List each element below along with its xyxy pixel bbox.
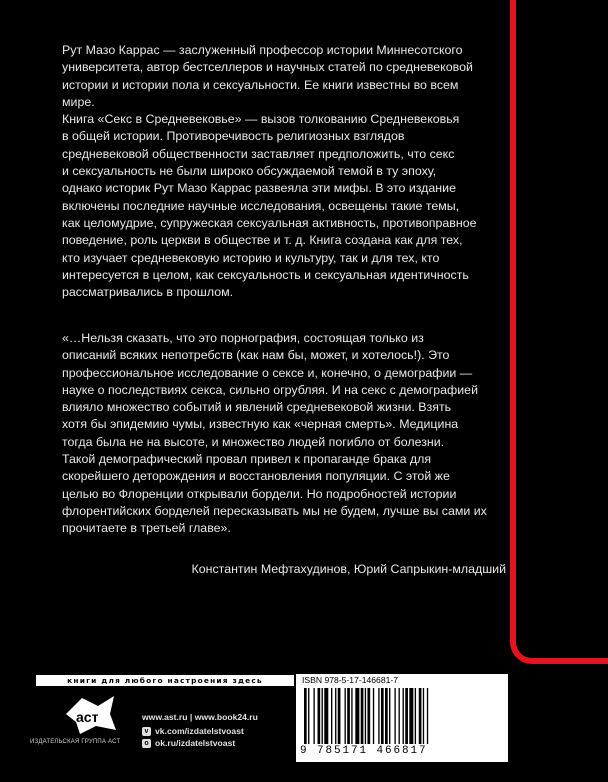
review-quote — [62, 330, 506, 538]
isbn-number: ISBN 978-5-17-146681-7 — [302, 675, 399, 685]
publisher-links — [142, 709, 258, 749]
quote-line: тогда была не на высоте, и множество людей погибло от болезни. — [62, 434, 445, 449]
description-text — [62, 42, 506, 301]
description-line: Рут Мазо Каррас — заслуженный профессор истории Миннесотского — [62, 43, 463, 57]
website-link[interactable]: www.ast.ru | www.book24.ru — [142, 712, 258, 722]
description-line: как целомудрие, супружеская сексуальная активность, противоправное — [62, 215, 477, 230]
barcode-icon — [302, 688, 498, 744]
quote-line: науке о последствиях секса, сильно огрубляя. И на секс с демографией — [62, 382, 478, 397]
logo-text: аст — [76, 709, 99, 725]
description-line: Книга «Секс в Средневековье» — вызов толкованию Средневековья — [62, 112, 460, 127]
description-line: и сексуальность не были широко обсуждаемой темой в ту эпоху, — [62, 164, 437, 179]
quote-line: описаний всяких непотребств (как нам бы, может, и хотелось!). Это — [62, 348, 450, 363]
description-line: поведение, роль церкви в обществе и т. д. Книга создана как для тех, — [62, 233, 463, 248]
quote-line: профессиональное исследование о сексе и, конечно, о демографии — — [62, 365, 473, 380]
quote-line: целью во Флоренции открывали бордели. Но подробностей истории — [62, 486, 457, 501]
vk-icon: v — [142, 727, 151, 736]
isbn-barcode-box — [296, 674, 508, 762]
barcode-digits: 9 785171 466817 — [300, 745, 428, 757]
vk-row[interactable] — [142, 725, 258, 737]
description-line: средневековой общественности заставляет предположить, что секс — [62, 146, 455, 161]
description-line: однако историк Рут Мазо Каррас развеяла эти мифы. В это издание — [62, 181, 456, 196]
quote-line: флорентийских борделей пересказывать мы не будем, лучше вы сами их — [62, 503, 487, 518]
description-line: включены последние научные исследования, освещены такие темы, — [62, 198, 460, 213]
publisher-name: ИЗДАТЕЛЬСКАЯ ГРУППА АСТ — [30, 739, 121, 745]
vk-link[interactable]: vk.com/izdatelstvoast — [155, 726, 244, 736]
quote-line: Такой демографический провал привел к пропаганде брака для — [62, 452, 432, 467]
quote-authors: Константин Мефтахудинов, Юрий Сапрыкин-младший — [191, 562, 506, 576]
ok-row[interactable] — [142, 737, 258, 749]
quote-line: прочитаете в третьей главе». — [62, 521, 231, 536]
ok-icon: o — [142, 739, 151, 748]
description-line: мире. — [62, 94, 95, 109]
quote-line: скорейшего деторождения и восстановления популяции. С этой же — [62, 469, 450, 484]
quote-line: «…Нельзя сказать, что это порнография, состоящая только из — [62, 331, 424, 345]
tagline-bar: книги для любого настроения здесь — [36, 675, 294, 686]
quote-line: влияло множество событий и явлений средневековой жизни. Взять — [62, 400, 452, 415]
description-line: кто изучает средневековую историю и культуру, так и для тех, кто — [62, 250, 440, 265]
description-line: рассматривались в прошлом. — [62, 285, 234, 300]
red-frame-decoration — [510, 0, 608, 664]
description-line: истории и истории пола и сексуальности. Ее книги известны во всем — [62, 77, 459, 92]
description-line: интересуется в целом, как сексуальность и сексуальная идентичность — [62, 267, 469, 282]
description-line: университета, автор бестселлеров и научных статей по средневековой — [62, 60, 473, 75]
ast-logo — [60, 692, 120, 736]
ok-link[interactable]: ok.ru/izdatelstvoast — [155, 738, 236, 748]
quote-line: хотя бы эпидемию чумы, известную как «черная смерть». Медицина — [62, 417, 459, 432]
description-line: в общей истории. Противоречивость религиозных взглядов — [62, 129, 405, 144]
website-row[interactable] — [142, 709, 258, 725]
